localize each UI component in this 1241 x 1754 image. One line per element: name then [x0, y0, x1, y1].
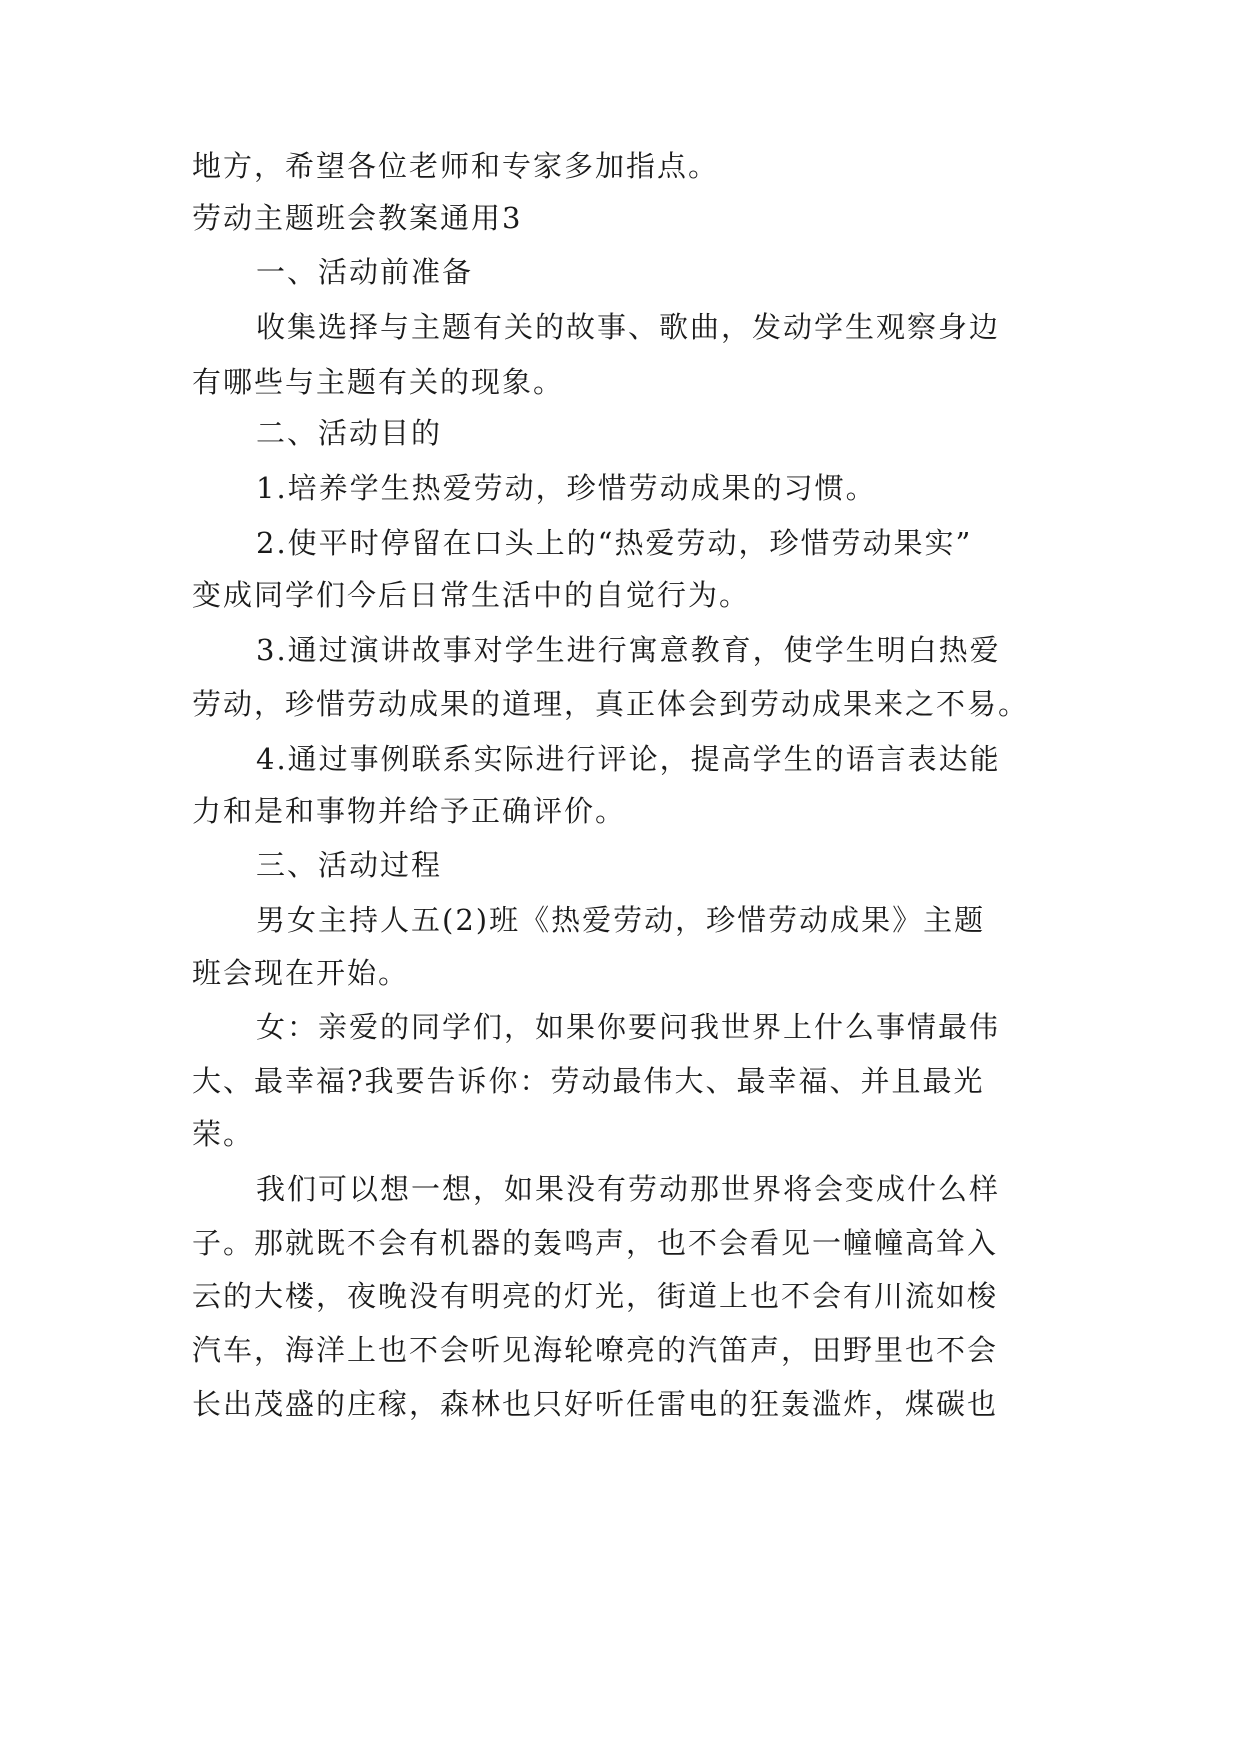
paragraph-line: 女：亲爱的同学们，如果你要问我世界上什么事情最伟 [256, 1010, 1001, 1044]
subsection-heading: 三、活动过程 [256, 848, 443, 882]
list-item: 4.通过事例联系实际进行评论，提高学生的语言表达能 [256, 742, 1001, 776]
paragraph-line: 有哪些与主题有关的现象。 [192, 365, 565, 399]
paragraph-line: 荣。 [192, 1117, 255, 1151]
list-item: 1.培养学生热爱劳动，珍惜劳动成果的习惯。 [256, 471, 877, 505]
paragraph-line: 男女主持人五(2)班《热爱劳动，珍惜劳动成果》主题 [256, 903, 986, 937]
paragraph-line: 长出茂盛的庄稼，森林也只好听任雷电的狂轰滥炸，煤碳也 [192, 1387, 999, 1421]
section-heading: 劳动主题班会教案通用3 [192, 201, 523, 235]
paragraph-line: 班会现在开始。 [192, 956, 410, 990]
paragraph-line: 力和是和事物并给予正确评价。 [192, 794, 627, 828]
paragraph-line: 劳动，珍惜劳动成果的道理，真正体会到劳动成果来之不易。 [192, 687, 1030, 721]
paragraph-line: 变成同学们今后日常生活中的自觉行为。 [192, 578, 751, 612]
paragraph-line: 收集选择与主题有关的故事、歌曲，发动学生观察身边 [256, 310, 1001, 344]
list-item: 2.使平时停留在口头上的“热爱劳动，珍惜劳动果实” [256, 526, 973, 560]
paragraph-line: 我们可以想一想，如果没有劳动那世界将会变成什么样 [256, 1172, 1001, 1206]
subsection-heading: 一、活动前准备 [256, 255, 474, 289]
paragraph-line: 大、最幸福?我要告诉你：劳动最伟大、最幸福、并且最光 [192, 1064, 985, 1098]
paragraph-line: 汽车，海洋上也不会听见海轮嘹亮的汽笛声，田野里也不会 [192, 1333, 999, 1367]
paragraph-line: 地方，希望各位老师和专家多加指点。 [192, 149, 720, 183]
paragraph-line: 子。那就既不会有机器的轰鸣声，也不会看见一幢幢高耸入 [192, 1226, 999, 1260]
paragraph-line: 云的大楼，夜晚没有明亮的灯光，街道上也不会有川流如梭 [192, 1279, 999, 1313]
subsection-heading: 二、活动目的 [256, 416, 443, 450]
list-item: 3.通过演讲故事对学生进行寓意教育，使学生明白热爱 [256, 633, 1001, 667]
